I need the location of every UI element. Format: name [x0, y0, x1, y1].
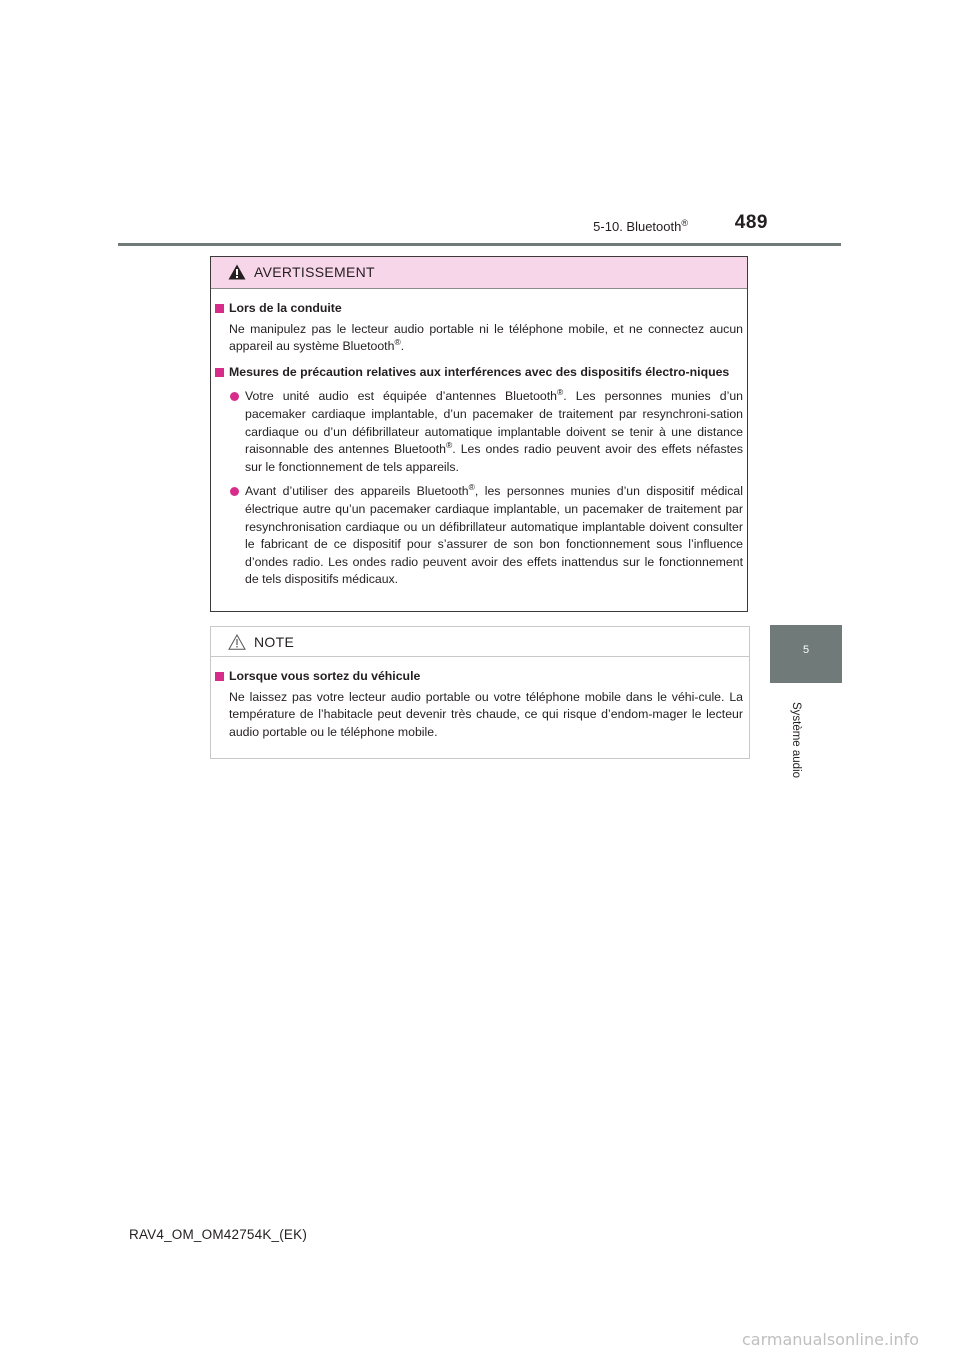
- chapter-number: 5: [802, 644, 810, 656]
- note-text: Ne laissez pas votre lecteur audio portable ou votre téléphone mobile dans le véhi-cule. La température de l’habitacle peut devenir très chaude, ce qui risque d’endom-mager le lecteur audio portable ou le téléphone mobile.: [229, 689, 743, 739]
- round-bullet-icon: [230, 487, 239, 496]
- round-bullet-icon: [230, 392, 239, 401]
- registered-mark: ®: [557, 387, 564, 398]
- page-number: 489: [734, 212, 768, 233]
- warning-heading-interference: Mesures de précaution relatives aux interférences avec des dispositifs électro-niques: [215, 364, 743, 382]
- header-rule: [118, 243, 841, 246]
- registered-mark: ®: [681, 218, 688, 228]
- note-header: [211, 627, 749, 657]
- registered-mark: ®: [446, 440, 453, 451]
- registered-mark: ®: [394, 337, 401, 348]
- square-bullet-icon: [215, 368, 224, 377]
- note-box: [210, 626, 750, 759]
- warning-bullet-medical-devices: Avant d’utiliser des appareils Bluetooth®, les personnes munies d’un dispositif médical électrique autre qu’un pacemaker cardiaque implantable, un pacemaker de traitement par resynchronisation cardiaque ou un défibrillateur automatique implantable doivent consulter le fabricant de ce dispositif pour s’assurer de son bon fonctionnement sous l’influence d’ondes radio. Les ondes radio peuvent avoir des effets inattendus sur le fonctionnement de tels dispositifs médicaux.: [215, 483, 743, 589]
- note-content: [215, 668, 743, 744]
- note-title: NOTE: [254, 634, 295, 650]
- warning-title: AVERTISSEMENT: [254, 264, 375, 280]
- document-code: RAV4_OM_OM42754K_(EK): [129, 1227, 308, 1242]
- warning-box: [210, 256, 748, 612]
- chapter-label-text: Système audio: [790, 701, 802, 779]
- warning-content: [215, 300, 743, 591]
- section-title: 5-10. Bluetooth®: [593, 218, 688, 234]
- watermark: carmanualsonline.info: [742, 1330, 920, 1349]
- registered-mark: ®: [468, 482, 475, 493]
- note-heading: Lorsque vous sortez du véhicule: [215, 668, 743, 686]
- warning-bullet-antennas: Votre unité audio est équipée d’antennes Bluetooth®. Les personnes munies d’un pacemaker cardiaque implantable, d’un pacemaker de traitement par resynchroni-sation cardiaque ou d’un défibrillateur automatique implantable doivent se tenir à une distance raisonnable des antennes Bluetooth®. Les ondes radio peuvent avoir des effets néfastes sur le fonctionnement de tels appareils.: [215, 388, 743, 476]
- caution-triangle-outline-icon: [228, 634, 246, 650]
- chapter-label: [786, 690, 806, 790]
- square-bullet-icon: [215, 304, 224, 313]
- warning-header: [211, 257, 747, 289]
- warning-triangle-icon: [228, 264, 246, 280]
- warning-text-driving: Ne manipulez pas le lecteur audio portable ni le téléphone mobile, et ne connectez aucun appareil au système Bluetooth®.: [229, 321, 743, 354]
- square-bullet-icon: [215, 672, 224, 681]
- warning-heading-driving: Lors de la conduite: [215, 300, 743, 318]
- chapter-tab: [770, 625, 842, 683]
